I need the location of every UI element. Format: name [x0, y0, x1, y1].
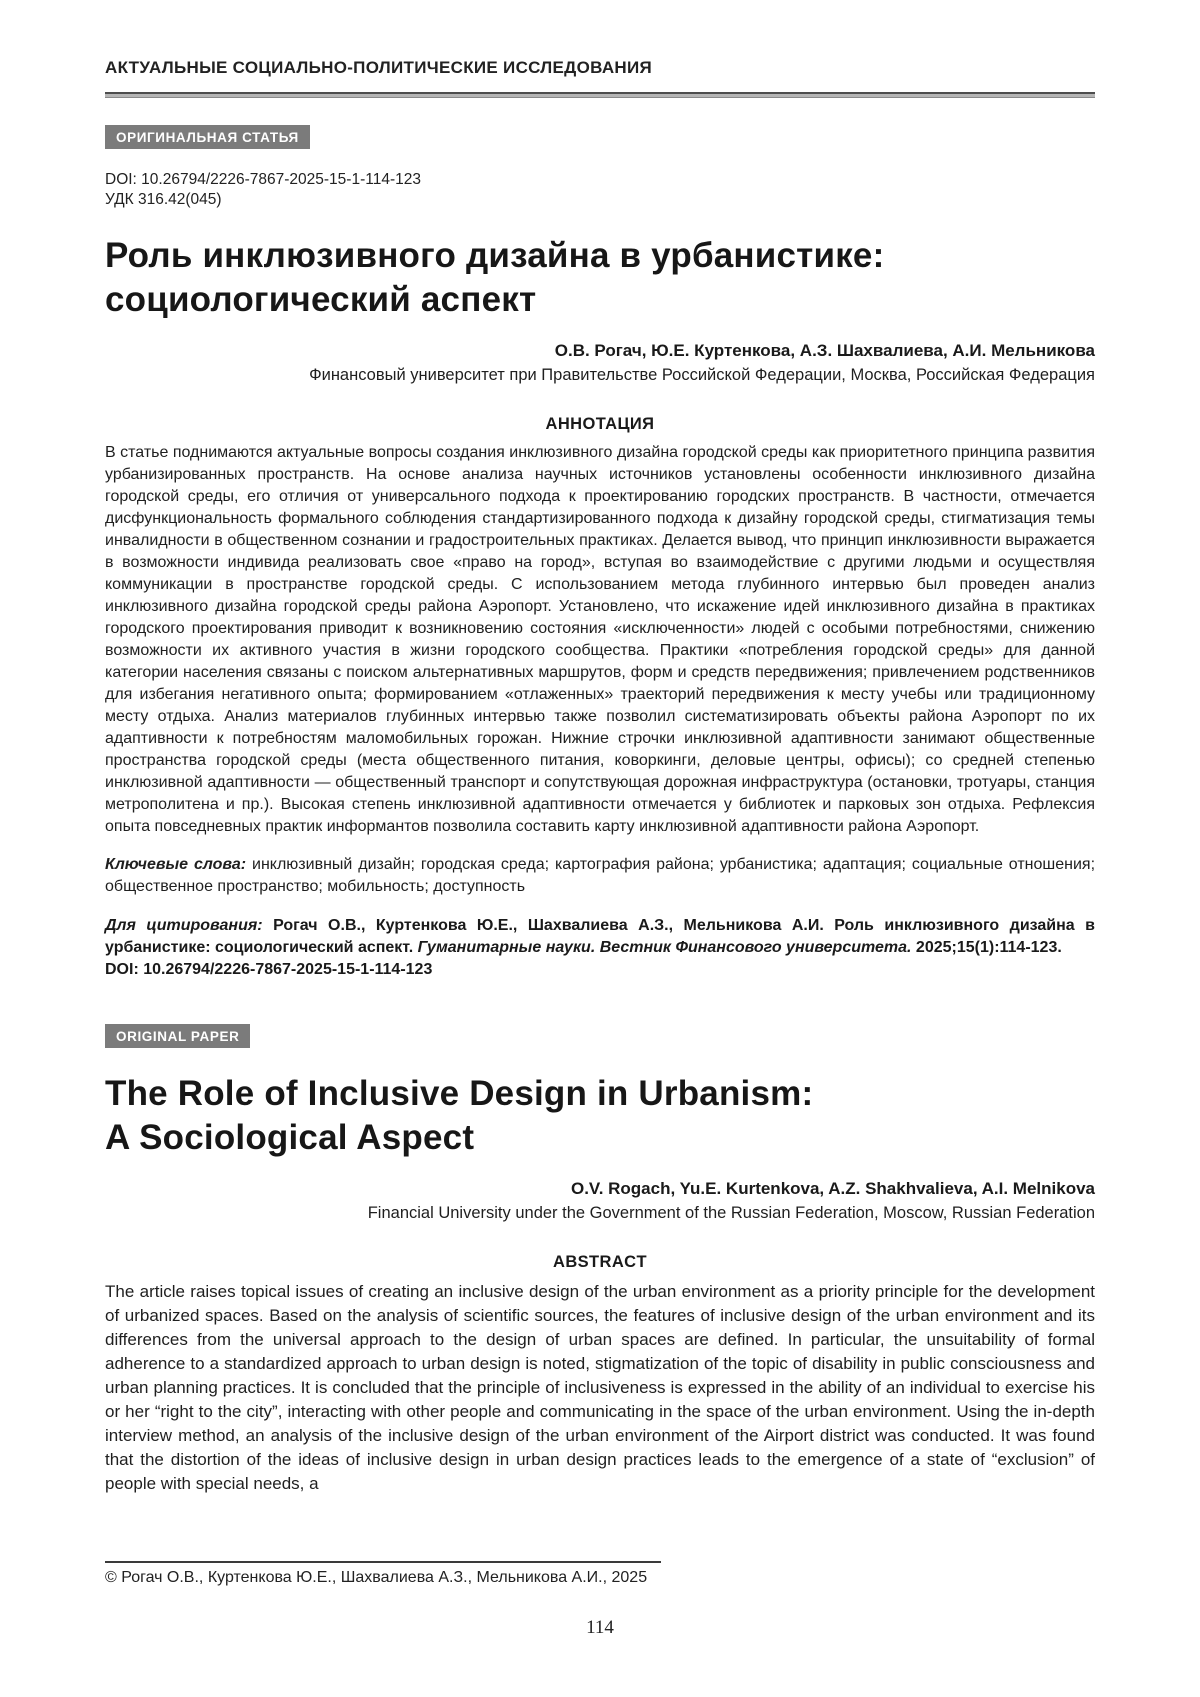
abstract-heading-en: ABSTRACT	[553, 1253, 647, 1272]
keywords-list-ru: инклюзивный дизайн; городская среда; картография района; урбанистика; адаптация; социальные отношения; общественное пространство; мобильность; доступность	[105, 856, 1096, 896]
abstract-text-en: The article raises topical issues of creating an inclusive design of the urban environment as a priority principle for the development of urbanized spaces. Based on the analysis of scientific sources, the features of inclusive design of the urban environment and its differences from the universal approach to the design of urban spaces are defined. In particular, the unsuitability of formal adherence to a standardized approach to urban design is noted, stigmatization of the topic of disability in public consciousness and urban planning practices. It is concluded that the principle of inclusiveness is expressed in the ability of an individual to exercise his or her “right to the city”, interacting with other people and communicating in the space of the urban environment. Using the in-depth interview method, an analysis of the inclusive design of the urban environment of the Airport district was conducted. It was found that the distortion of the ideas of inclusive design in urban design practices leads to the emergence of a state of “exclusion” of people with special needs, a	[105, 1282, 1095, 1494]
article-type-badge-ru: ОРИГИНАЛЬНАЯ СТАТЬЯ	[105, 125, 310, 149]
article-title-ru-line1: Роль инклюзивного дизайна в урбанистике:	[105, 236, 885, 275]
article-title-ru-line2: социологический аспект	[105, 280, 537, 320]
abstract-text-ru: В статье поднимаются актуальные вопросы создания инклюзивного дизайна городской среды как приоритетного принципа развития урбанизированных пространств. На основе анализа научных источников установлены особенности инклюзивного дизайна городской среды, его отличия от универсального подхода к проектированию городских пространств. В частности, отмечается дисфункциональность формального соблюдения стандартизированного подхода к дизайну городской среды, стигматизация темы инвалидности в общественном сознании и градостроительных практиках. Делается вывод, что принцип инклюзивности выражается в возможности индивида реализовать свое «право на город», вступая во взаимодействие с другими людьми и осуществляя коммуникации в пространстве городской среды. С использованием метода глубинного интервью был проведен анализ инклюзивного дизайна городской среды района Аэропорт. Установлено, что искажение идей инклюзивного дизайна в практиках городского проектирования приводит к возникновению состояния «исключенности» людей с особыми потребностями, снижению возможности их активного участия в жизни городского сообщества. Практики «потребления городской среды» для данной категории населения связаны с поиском альтернативных маршрутов, форм и средств передвижения; привлечением родственников для избегания негативного опыта; формированием «отлаженных» траекторий передвижения к месту учебы или традиционному месту отдыха. Анализ материалов глубинных интервью также позволил систематизировать объекты района Аэропорт по их адаптивности к потребностям маломобильных горожан. Нижние строчки инклюзивной адаптивности занимают общественные пространства городской среды (места общественного питания, коворкинги, деловые центры, офисы); со средней степенью инклюзивной адаптивности — общественный транспорт и сопутствующая дорожная инфраструктура (остановки, тротуары, станция метрополитена и пр.). Высокая степень инклюзивной адаптивности отмечается у библиотек и парковых зон отдыха. Рефлексия опыта повседневных практик информантов позволила составить карту инклюзивной адаптивности района Аэропорт.	[105, 444, 1095, 836]
article-title-en	[105, 1072, 1095, 1160]
citation-volume: 2025;15(1):114-123.	[911, 939, 1062, 957]
running-head: АКТУАЛЬНЫЕ СОЦИАЛЬНО-ПОЛИТИЧЕСКИЕ ИССЛЕДОВАНИЯ	[105, 58, 653, 77]
udk-line: УДК 316.42(045)	[105, 191, 222, 208]
citation-journal: Гуманитарные науки. Вестник Финансового университета.	[417, 939, 912, 957]
article-title-ru	[105, 234, 1095, 322]
citation-block	[105, 915, 1095, 981]
page-footer	[105, 1561, 1095, 1639]
keywords-ru	[105, 854, 1095, 898]
article-type-badge-en: ORIGINAL PAPER	[105, 1024, 250, 1048]
article-title-en-line2: A Sociological Aspect	[105, 1118, 475, 1158]
russian-section	[105, 98, 1095, 981]
copyright-line: © Рогач О.В., Куртенкова Ю.Е., Шахвалиева А.З., Мельникова А.И., 2025	[105, 1569, 648, 1586]
page-number: 114	[586, 1617, 614, 1638]
footnote-rule	[105, 1561, 661, 1563]
authors-en: O.V. Rogach, Yu.E. Kurtenkova, A.Z. Shakhvalieva, A.I. Melnikova	[570, 1179, 1095, 1199]
article-title-en-line1: The Role of Inclusive Design in Urbanism:	[105, 1074, 814, 1114]
affiliation-ru: Финансовый университет при Правительстве Российской Федерации, Москва, Российская Федерация	[309, 366, 1095, 385]
authors-ru: О.В. Рогач, Ю.Е. Куртенкова, А.З. Шахвалиева, А.И. Мельникова	[554, 341, 1095, 361]
affiliation-en: Financial University under the Government of the Russian Federation, Moscow, Russian Federation	[367, 1204, 1095, 1223]
citation-label: Для цитирования:	[105, 917, 263, 935]
abstract-heading-ru: АННОТАЦИЯ	[545, 415, 655, 434]
citation-doi: DOI: 10.26794/2226-7867-2025-15-1-114-123	[105, 961, 433, 979]
english-section	[105, 997, 1095, 1496]
keywords-label-ru: Ключевые слова:	[105, 856, 247, 874]
doi-line: DOI: 10.26794/2226-7867-2025-15-1-114-123	[105, 171, 421, 188]
citation-main: Рогач О.В., Куртенкова Ю.Е., Шахвалиева А.З., Мельникова А.И. Роль инклюзивного дизайна в урбанистике: социологический аспект.	[105, 917, 1096, 957]
